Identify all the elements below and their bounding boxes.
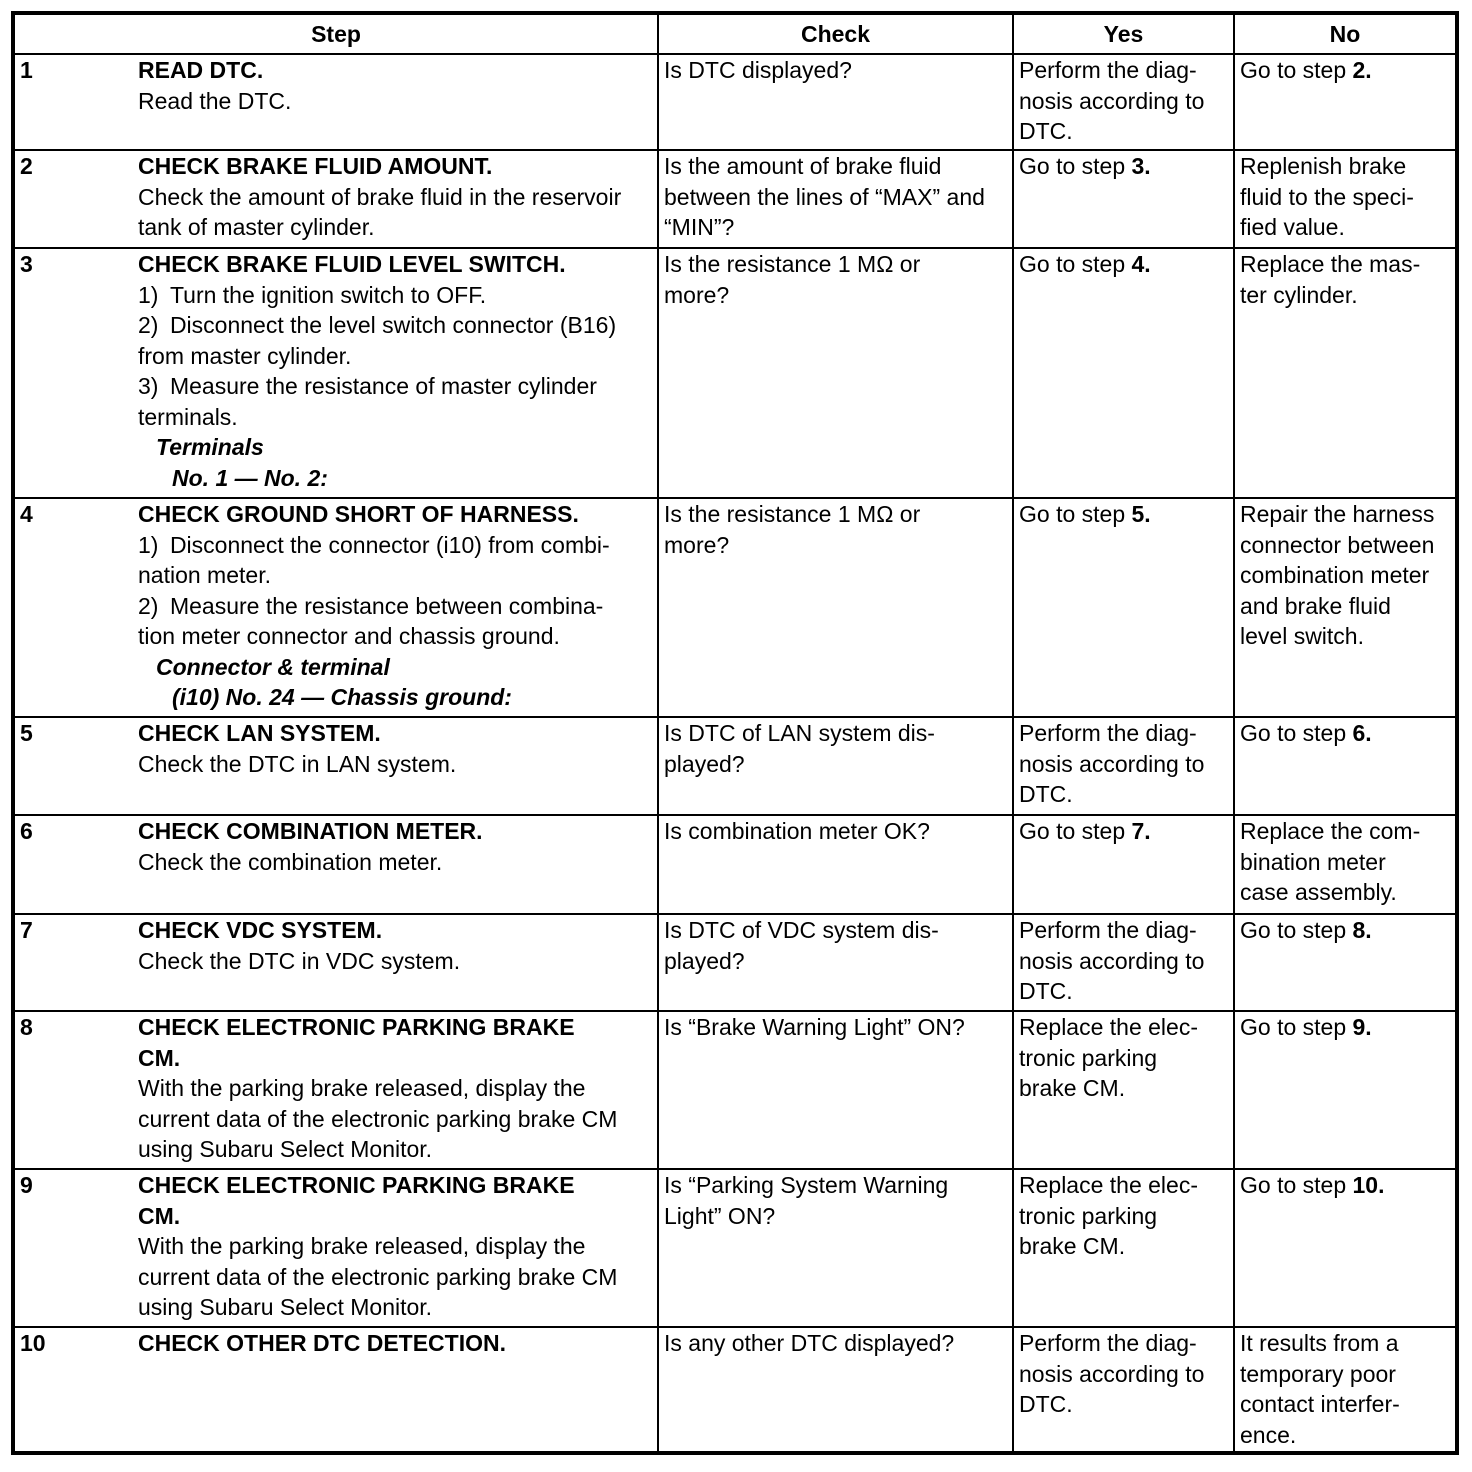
- diagnostic-table: [11, 11, 1459, 1455]
- table-row: [13, 1011, 1457, 1169]
- step-wrap: [20, 1328, 652, 1359]
- table-row: [13, 1327, 1457, 1453]
- check-cell: Is DTC displayed?: [658, 54, 1013, 150]
- step-line: 1) Turn the ignition switch to OFF.: [138, 281, 487, 308]
- yes-cell: Go to step 5.: [1013, 498, 1234, 717]
- yes-step-ref: 3.: [1131, 153, 1151, 179]
- step-title: CHECK ELECTRONIC PARKING BRAKE CM.: [138, 1172, 575, 1229]
- no-cell: Go to step 6.: [1234, 717, 1457, 815]
- step-body: [138, 1012, 652, 1165]
- step-body: [138, 499, 652, 713]
- step-cell: [13, 248, 658, 498]
- step-cell: [13, 150, 658, 248]
- step-line: Check the DTC in VDC system.: [138, 947, 461, 974]
- step-body: [138, 915, 652, 976]
- check-cell: Is “Parking System Warning Light” ON?: [658, 1169, 1013, 1327]
- no-cell: Replace the mas- ter cylinder.: [1234, 248, 1457, 498]
- step-title: CHECK BRAKE FLUID AMOUNT.: [138, 153, 493, 179]
- table-row: [13, 54, 1457, 150]
- yes-cell: Perform the diag- nosis according to DTC.: [1013, 717, 1234, 815]
- step-line: 2) Disconnect the level switch connector (B16): [138, 312, 617, 338]
- step-wrap: [20, 55, 652, 116]
- no-cell: It results from a temporary poor contact interfer- ence.: [1234, 1327, 1457, 1453]
- step-number: 3: [20, 251, 33, 277]
- step-wrap: [20, 151, 652, 243]
- step-title: CHECK GROUND SHORT OF HARNESS.: [138, 501, 579, 527]
- step-title: CHECK VDC SYSTEM.: [138, 917, 383, 943]
- step-title: CHECK BRAKE FLUID LEVEL SWITCH.: [138, 251, 566, 277]
- step-body: [138, 249, 652, 493]
- step-line: Read the DTC.: [138, 87, 292, 114]
- step-line: 3) Measure the resistance of master cylinder: [138, 373, 597, 399]
- step-cell: [13, 1169, 658, 1327]
- step-wrap: [20, 718, 652, 779]
- yes-step-ref: 5.: [1131, 501, 1151, 527]
- check-cell: Is DTC of LAN system dis- played?: [658, 717, 1013, 815]
- step-number: 10: [20, 1330, 46, 1356]
- step-number: 8: [20, 1014, 33, 1040]
- header-no: No: [1234, 13, 1457, 54]
- step-title: CHECK LAN SYSTEM.: [138, 720, 381, 746]
- step-line: tank of master cylinder.: [138, 214, 375, 240]
- no-cell: Go to step 8.: [1234, 914, 1457, 1011]
- step-wrap: [20, 1012, 652, 1165]
- check-cell: Is “Brake Warning Light” ON?: [658, 1011, 1013, 1169]
- no-cell: Replenish brake fluid to the speci- fied value.: [1234, 150, 1457, 248]
- header-yes: Yes: [1013, 13, 1234, 54]
- step-body: [138, 718, 652, 779]
- step-wrap: [20, 1170, 652, 1323]
- table-row: [13, 150, 1457, 248]
- step-number: 7: [20, 917, 33, 943]
- step-cell: [13, 54, 658, 150]
- table-row: [13, 248, 1457, 498]
- step-body: [138, 1328, 652, 1359]
- step-number: 1: [20, 57, 33, 83]
- step-cell: [13, 1011, 658, 1169]
- check-cell: Is any other DTC displayed?: [658, 1327, 1013, 1453]
- step-cell: [13, 1327, 658, 1453]
- step-line: current data of the electronic parking brake CM: [138, 1263, 618, 1290]
- step-cell: [13, 717, 658, 815]
- step-cell: [13, 914, 658, 1011]
- step-sublabel: Terminals: [156, 434, 264, 460]
- no-cell: Go to step 10.: [1234, 1169, 1457, 1327]
- step-body: [138, 1170, 652, 1323]
- no-cell: Go to step 2.: [1234, 54, 1457, 150]
- step-body: [138, 816, 652, 877]
- step-line: using Subaru Select Monitor.: [138, 1294, 433, 1320]
- step-line: from master cylinder.: [138, 342, 352, 369]
- step-line: current data of the electronic parking brake CM: [138, 1105, 618, 1132]
- step-title: CHECK COMBINATION METER.: [138, 818, 483, 844]
- step-title: CHECK OTHER DTC DETECTION.: [138, 1330, 506, 1356]
- step-line: With the parking brake released, display the: [138, 1075, 586, 1101]
- step-wrap: [20, 816, 652, 877]
- no-step-ref: 2.: [1352, 57, 1372, 83]
- step-line: 2) Measure the resistance between combina-: [138, 592, 604, 619]
- check-cell: Is combination meter OK?: [658, 815, 1013, 914]
- step-line: terminals.: [138, 403, 238, 430]
- step-number: 5: [20, 720, 33, 746]
- no-step-ref: 6.: [1352, 720, 1372, 746]
- step-wrap: [20, 249, 652, 493]
- no-step-ref: 9.: [1352, 1014, 1372, 1040]
- step-number: 2: [20, 153, 33, 179]
- yes-cell: Replace the elec- tronic parking brake CM.: [1013, 1169, 1234, 1327]
- step-cell: [13, 498, 658, 717]
- no-step-ref: 8.: [1352, 917, 1372, 943]
- step-line: nation meter.: [138, 562, 271, 588]
- check-cell: Is the amount of brake fluid between the lines of “MAX” and “MIN”?: [658, 150, 1013, 248]
- step-title: READ DTC.: [138, 57, 264, 83]
- step-body: [138, 151, 652, 243]
- step-number: 4: [20, 501, 33, 527]
- step-cell: [13, 815, 658, 914]
- header-check: Check: [658, 13, 1013, 54]
- step-title: CHECK ELECTRONIC PARKING BRAKE CM.: [138, 1014, 575, 1071]
- yes-cell: Perform the diag- nosis according to DTC.: [1013, 1327, 1234, 1453]
- header-row: [13, 13, 1457, 54]
- step-line: Check the combination meter.: [138, 848, 443, 875]
- yes-cell: Perform the diag- nosis according to DTC.: [1013, 914, 1234, 1011]
- no-cell: Go to step 9.: [1234, 1011, 1457, 1169]
- check-cell: Is DTC of VDC system dis- played?: [658, 914, 1013, 1011]
- step-subvalue: (i10) No. 24 — Chassis ground:: [172, 684, 512, 710]
- step-subvalue: No. 1 — No. 2:: [172, 464, 328, 491]
- yes-cell: Replace the elec- tronic parking brake CM.: [1013, 1011, 1234, 1169]
- table-row: [13, 1169, 1457, 1327]
- step-line: Check the DTC in LAN system.: [138, 750, 457, 777]
- yes-cell: Perform the diag- nosis according to DTC.: [1013, 54, 1234, 150]
- table-row: [13, 717, 1457, 815]
- step-wrap: [20, 499, 652, 713]
- step-number: 6: [20, 818, 33, 844]
- table-row: [13, 914, 1457, 1011]
- yes-cell: Go to step 3.: [1013, 150, 1234, 248]
- yes-step-ref: 7.: [1131, 818, 1151, 844]
- header-step: Step: [13, 13, 658, 54]
- check-cell: Is the resistance 1 MΩ or more?: [658, 248, 1013, 498]
- step-line: With the parking brake released, display the: [138, 1233, 586, 1259]
- step-body: [138, 55, 652, 116]
- step-line: 1) Disconnect the connector (i10) from combi-: [138, 531, 610, 558]
- step-line: Check the amount of brake fluid in the reservoir: [138, 183, 622, 210]
- no-step-ref: 10.: [1352, 1172, 1385, 1198]
- yes-cell: Go to step 7.: [1013, 815, 1234, 914]
- step-sublabel: Connector & terminal: [156, 653, 390, 680]
- step-line: using Subaru Select Monitor.: [138, 1136, 433, 1162]
- step-number: 9: [20, 1172, 33, 1198]
- table-row: [13, 498, 1457, 717]
- no-cell: Repair the harness connector between combination meter and brake fluid level switch.: [1234, 498, 1457, 717]
- step-line: tion meter connector and chassis ground.: [138, 623, 560, 649]
- no-cell: Replace the com- bination meter case assembly.: [1234, 815, 1457, 914]
- table-body: [13, 54, 1457, 1453]
- step-wrap: [20, 915, 652, 976]
- yes-cell: Go to step 4.: [1013, 248, 1234, 498]
- table-row: [13, 815, 1457, 914]
- yes-step-ref: 4.: [1131, 251, 1151, 277]
- check-cell: Is the resistance 1 MΩ or more?: [658, 498, 1013, 717]
